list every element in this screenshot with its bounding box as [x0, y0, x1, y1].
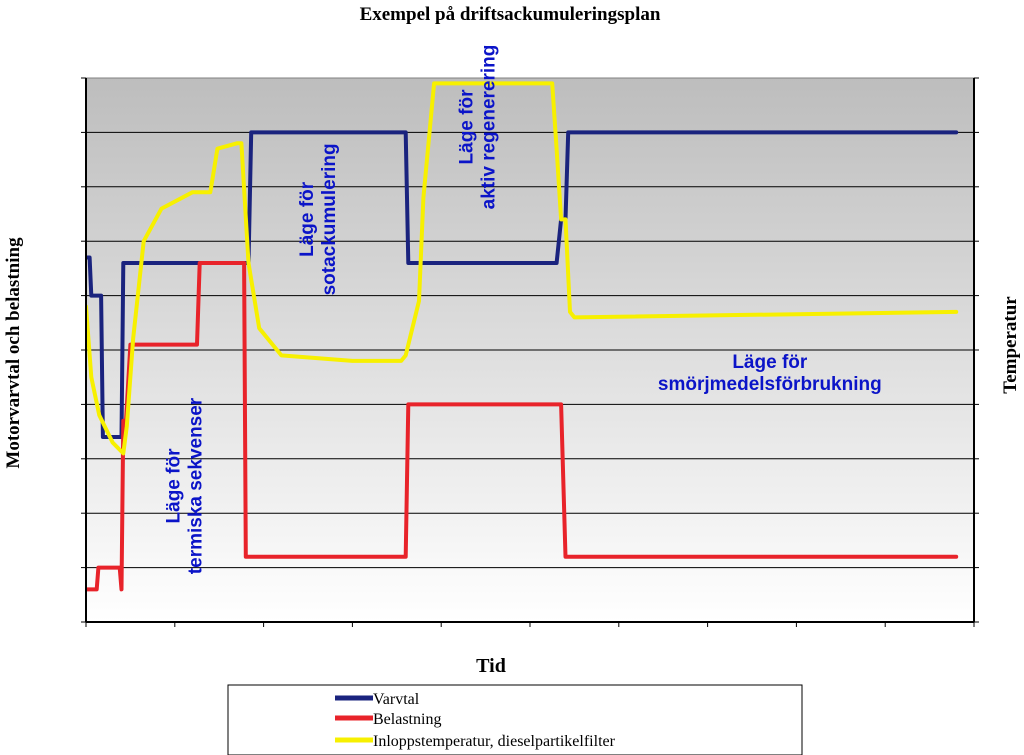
annotation-line: Läge för [456, 89, 478, 165]
annotation-line: Läge för [296, 181, 318, 257]
legend-label-varvtal: Varvtal [373, 691, 420, 708]
legend-label-temperatur: Inloppstemperatur, dieselpartikelfilter [373, 733, 615, 750]
x-axis-label: Tid [476, 655, 506, 677]
annotation-line: termiska sekvenser [185, 397, 207, 575]
legend [228, 685, 802, 755]
annotation-line: Läge för [732, 351, 808, 373]
y-axis-label-left: Motorvarvtal och belastning [3, 237, 24, 469]
y-axis-label-right: Temperatur [1000, 296, 1021, 394]
annotation-line: smörjmedelsförbrukning [657, 373, 882, 395]
annotation-line: Läge för [163, 448, 185, 524]
annotation-line: sotackumulering [318, 143, 340, 296]
annotation-line: aktiv regenerering [478, 44, 500, 210]
legend-label-belastning: Belastning [373, 711, 442, 728]
chart-title: Exempel på driftsackumuleringsplan [359, 4, 661, 25]
